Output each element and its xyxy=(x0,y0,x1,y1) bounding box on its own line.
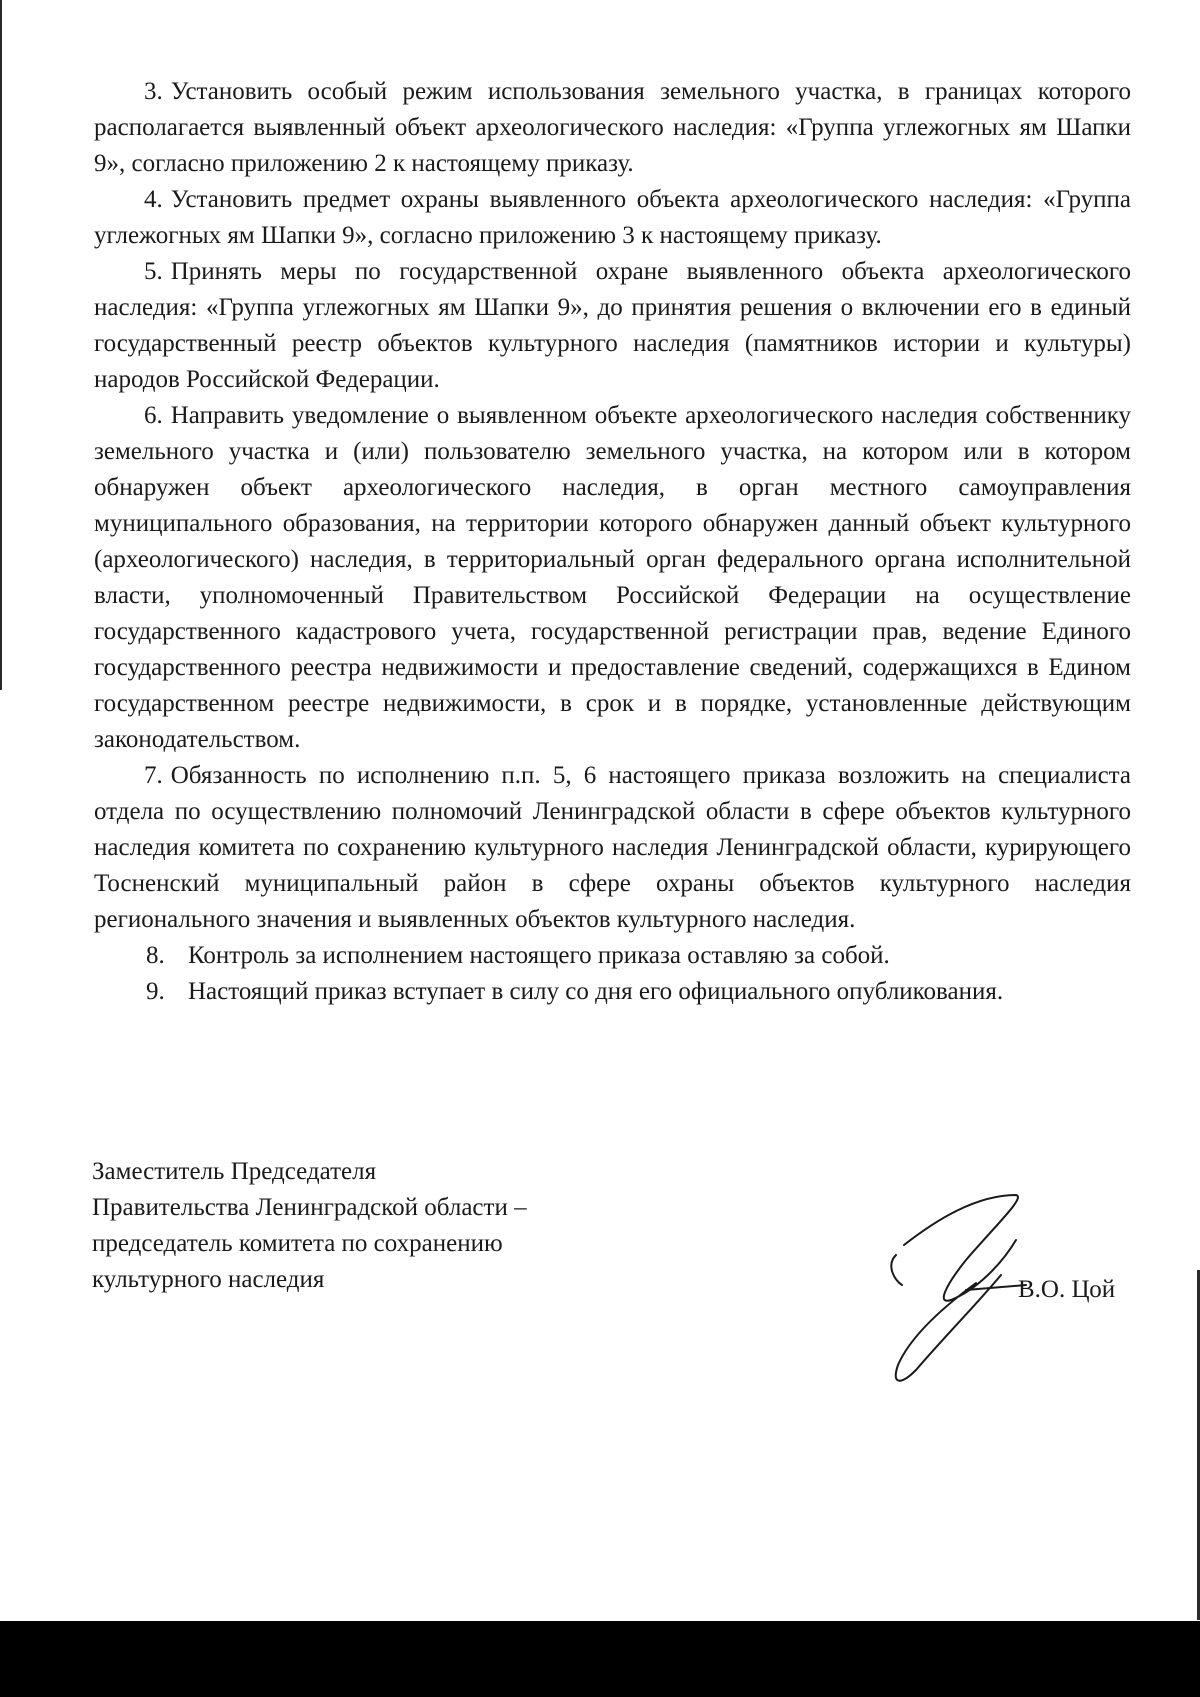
clause-number: 9. xyxy=(146,978,165,1005)
clause-number: 4. xyxy=(144,186,163,213)
signer-name: В.О. Цой xyxy=(1018,1276,1116,1303)
clause-number: 7. xyxy=(144,762,163,789)
clause-text: Направить уведомление о выявленном объекте археологического наследия собственнику земельного участка и (или) пользователю земельного участка, на котором или в котором обнаружен объект археологического наследия, в орган местного самоуправления муниципального образования, на территории которого обнаружен данный объект культурного (археологического) наследия, в территориальный орган федерального органа исполнительной власти, уполномоченный Правительством Российской Федерации на осуществление государственного кадастрового учета, государственной регистрации прав, ведение Единого государственного реестра недвижимости и предоставление сведений, содержащихся в Едином государственном реестре недвижимости, в срок и в порядке, установленные действующим законодательством. xyxy=(94,402,1131,753)
clause-number: 5. xyxy=(144,258,163,285)
clause-number: 6. xyxy=(144,402,163,429)
scan-bottom-margin xyxy=(0,1621,1200,1697)
clause-6 xyxy=(94,398,1131,758)
clause-text: Принять меры по государственной охране выявленного объекта археологического наследия: «Группа углежогных ям Шапки 9», до принятия решения о включении его в единый государственный реестр объектов культурного наследия (памятников истории и культуры) народов Российской Федерации. xyxy=(94,258,1131,393)
order-clauses xyxy=(94,74,1131,1010)
signatory-title-line: Заместитель Председателя xyxy=(92,1158,377,1185)
clause-text: Контроль за исполнением настоящего приказа оставляю за собой. xyxy=(188,942,890,969)
clause-7 xyxy=(94,758,1131,938)
clause-number: 8. xyxy=(146,942,165,969)
clause-4 xyxy=(94,182,1131,254)
clause-text: Установить предмет охраны выявленного объекта археологического наследия: «Группа углежогных ям Шапки 9», согласно приложению 3 к настоящему приказу. xyxy=(94,186,1131,249)
signatory-title xyxy=(92,1154,527,1298)
signatory-title-line: культурного наследия xyxy=(92,1266,325,1293)
clause-5 xyxy=(94,254,1131,398)
clause-text: Обязанность по исполнению п.п. 5, 6 настоящего приказа возложить на специалиста отдела по осуществлению полномочий Ленинградской области в сфере объектов культурного наследия комитета по сохранению культурного наследия Ленинградской области, курирующего Тосненский муниципальный район в сфере охраны объектов культурного наследия регионального значения и выявленных объектов культурного наследия. xyxy=(94,762,1131,933)
signatory-title-line: председатель комитета по сохранению xyxy=(92,1230,503,1257)
handwritten-signature xyxy=(876,1185,1036,1385)
clause-text: Установить особый режим использования земельного участка, в границах которого располагается выявленный объект археологического наследия: «Группа углежогных ям Шапки 9», согласно приложению 2 к настоящему приказу. xyxy=(94,78,1131,177)
clause-8 xyxy=(94,938,1131,974)
clause-9 xyxy=(94,974,1131,1010)
clause-text: Настоящий приказ вступает в силу со дня его официального опубликования. xyxy=(188,978,1004,1005)
clause-number: 3. xyxy=(144,78,163,105)
signatory-title-line: Правительства Ленинградской области – xyxy=(92,1194,527,1221)
clause-3 xyxy=(94,74,1131,182)
scan-edge-left xyxy=(0,0,2,690)
